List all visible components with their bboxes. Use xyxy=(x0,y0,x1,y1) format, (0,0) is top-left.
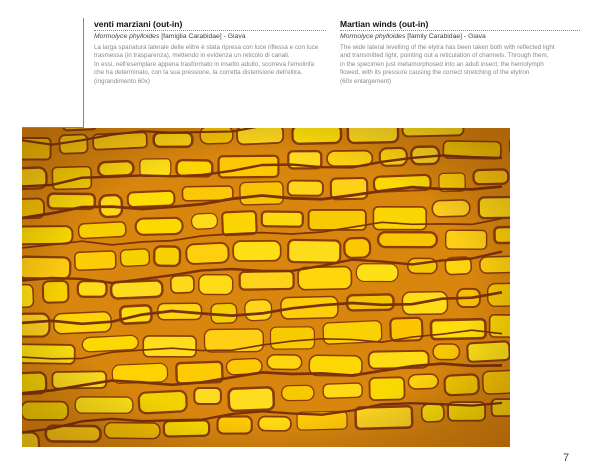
micrograph-illustration xyxy=(22,128,510,447)
italian-caption xyxy=(94,19,326,86)
english-title: Martian winds (out-in) xyxy=(340,19,429,29)
english-subtitle xyxy=(340,32,580,41)
english-species: Mormolyce phylloides xyxy=(340,33,406,40)
page-number: 7 xyxy=(563,452,570,464)
english-family: [family Carabidae] - Giava xyxy=(405,33,486,40)
italian-body: La larga spanatura laterale delle elitre è stata ripresa con luce riflessa e con luce trasmessa (in trasparenza), mettendo in evidenza un reticolo di canali. In essi, nell'esemplare appena trasformato in insetto adulto, scorreva l'emolinfa che ha determinato, con la sua pressione, la corretta distensione dell'elitra. (ingrandimento 60x) xyxy=(94,44,319,85)
italian-species: Mormolyce phylloides xyxy=(94,33,160,40)
english-body: The wide lateral levelling of the elytra has been taken both with reflected light and transmitted light, pointing out a reticulation of channels. Through them, in the specimen just metamorphosed into an adult insect, the hemolymph flowed, with its pressure causing the correct stretching of the elytron (60x enlargement) xyxy=(340,44,555,85)
english-title-rule xyxy=(340,30,580,31)
micrograph-photo xyxy=(22,128,510,447)
vertical-rule xyxy=(83,18,84,128)
english-caption xyxy=(340,19,580,86)
italian-family: [famiglia Carabidae] - Giava xyxy=(159,33,246,40)
italian-subtitle xyxy=(94,32,326,41)
italian-title: venti marziani (out-in) xyxy=(94,19,183,29)
italian-title-rule xyxy=(94,30,326,31)
